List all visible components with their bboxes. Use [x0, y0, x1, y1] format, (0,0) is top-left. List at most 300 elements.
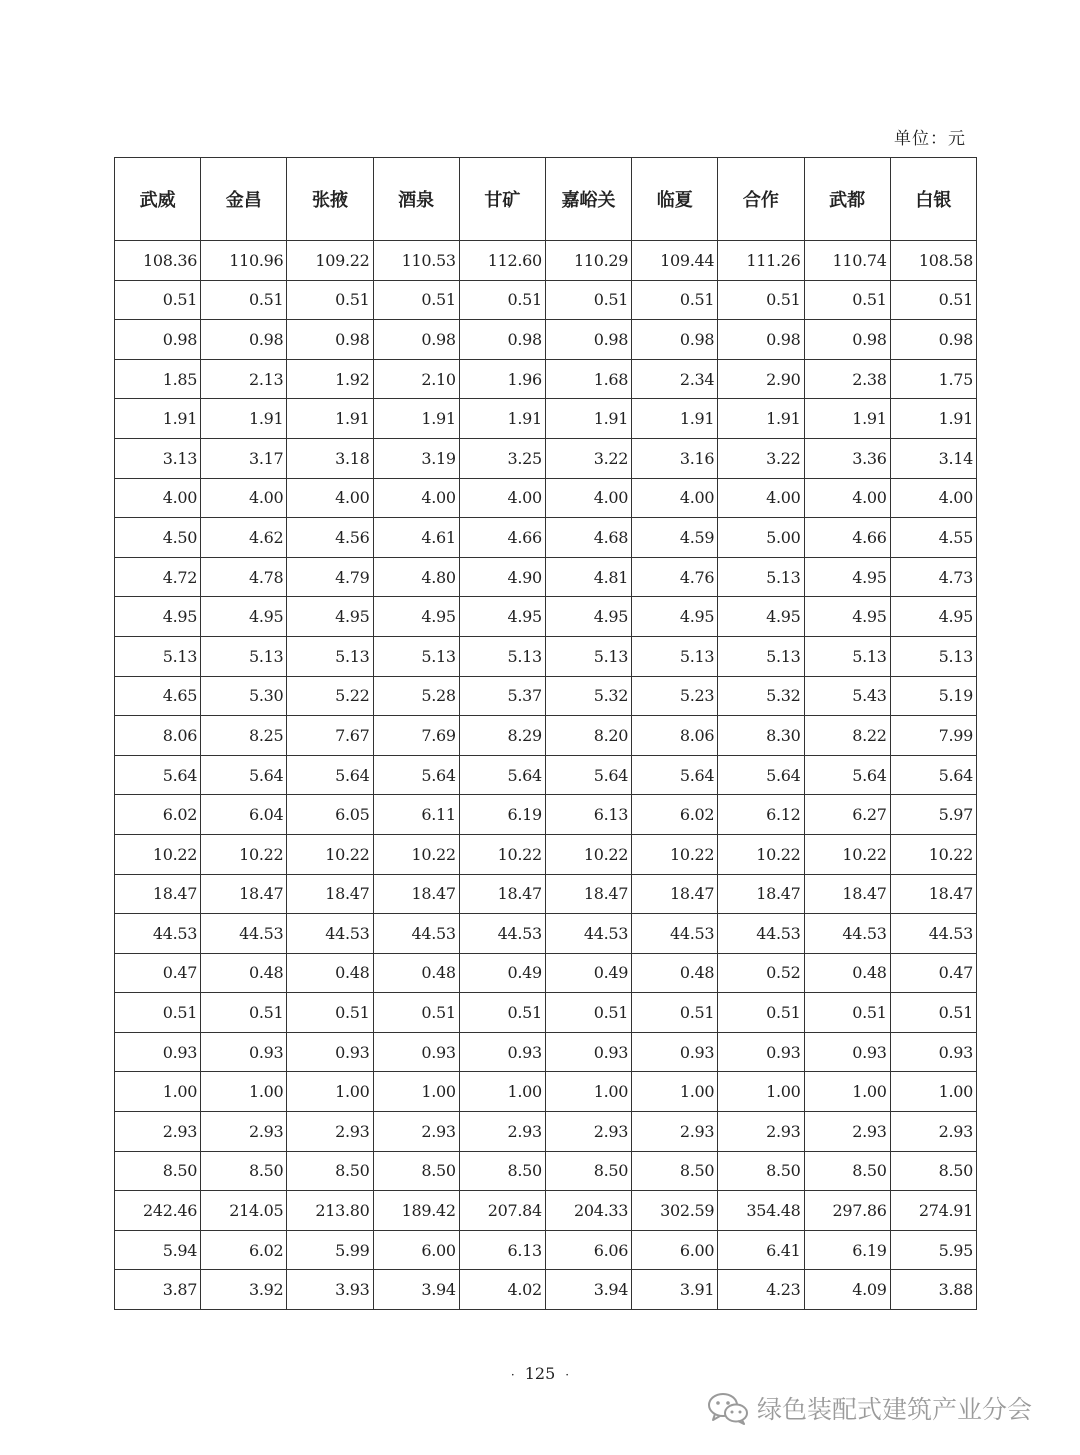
table-cell: 5.13 [201, 636, 287, 676]
table-cell: 0.98 [201, 320, 287, 360]
table-cell: 2.13 [201, 359, 287, 399]
table-cell: 2.93 [718, 1112, 804, 1152]
table-cell: 0.51 [201, 280, 287, 320]
table-cell: 1.00 [373, 1072, 459, 1112]
table-cell: 0.51 [890, 993, 976, 1033]
table-cell: 1.91 [201, 399, 287, 439]
table-body [115, 241, 977, 1310]
table-cell: 10.22 [718, 834, 804, 874]
table-cell: 5.64 [287, 755, 373, 795]
table-cell: 10.22 [373, 834, 459, 874]
table-cell: 4.00 [373, 478, 459, 518]
table-row [115, 993, 977, 1033]
table-cell: 44.53 [890, 914, 976, 954]
table-cell: 0.98 [804, 320, 890, 360]
table-cell: 5.64 [890, 755, 976, 795]
table-cell: 4.50 [115, 518, 201, 558]
table-cell: 5.00 [718, 518, 804, 558]
table-cell: 5.64 [201, 755, 287, 795]
table-row [115, 755, 977, 795]
table-cell: 4.00 [459, 478, 545, 518]
table-cell: 8.20 [545, 716, 631, 756]
table-cell: 3.18 [287, 438, 373, 478]
column-header: 武都 [804, 158, 890, 241]
table-cell: 2.93 [804, 1112, 890, 1152]
table-cell: 6.27 [804, 795, 890, 835]
table-cell: 0.93 [115, 1032, 201, 1072]
table-cell: 4.61 [373, 518, 459, 558]
table-cell: 0.48 [201, 953, 287, 993]
table-cell: 0.51 [115, 280, 201, 320]
table-cell: 6.05 [287, 795, 373, 835]
table-cell: 6.02 [632, 795, 718, 835]
table-cell: 6.02 [201, 1230, 287, 1270]
table-row [115, 241, 977, 281]
table-row [115, 399, 977, 439]
table-cell: 1.91 [287, 399, 373, 439]
price-table [114, 157, 977, 1310]
table-cell: 18.47 [545, 874, 631, 914]
table-cell: 302.59 [632, 1191, 718, 1231]
table-cell: 44.53 [545, 914, 631, 954]
table-cell: 8.06 [115, 716, 201, 756]
table-cell: 18.47 [201, 874, 287, 914]
table-cell: 0.48 [804, 953, 890, 993]
table-cell: 5.13 [632, 636, 718, 676]
table-cell: 18.47 [459, 874, 545, 914]
table-cell: 4.95 [459, 597, 545, 637]
table-cell: 4.72 [115, 557, 201, 597]
table-cell: 4.00 [545, 478, 631, 518]
table-row [115, 359, 977, 399]
table-cell: 0.51 [718, 280, 804, 320]
unit-label: 单位：元 [894, 129, 966, 149]
table-cell: 1.91 [459, 399, 545, 439]
table-cell: 4.90 [459, 557, 545, 597]
table-cell: 0.51 [459, 280, 545, 320]
table-row [115, 557, 977, 597]
table-cell: 2.93 [632, 1112, 718, 1152]
table-row [115, 1270, 977, 1310]
table-cell: 4.95 [545, 597, 631, 637]
table-cell: 0.93 [718, 1032, 804, 1072]
table-cell: 5.13 [718, 557, 804, 597]
table-cell: 3.92 [201, 1270, 287, 1310]
table-cell: 2.93 [459, 1112, 545, 1152]
table-cell: 0.47 [890, 953, 976, 993]
table-cell: 4.23 [718, 1270, 804, 1310]
table-cell: 5.64 [459, 755, 545, 795]
table-cell: 4.00 [890, 478, 976, 518]
table-cell: 8.50 [287, 1151, 373, 1191]
table-cell: 2.93 [287, 1112, 373, 1152]
table-cell: 5.37 [459, 676, 545, 716]
table-cell: 0.49 [545, 953, 631, 993]
table-cell: 6.13 [545, 795, 631, 835]
table-cell: 0.98 [545, 320, 631, 360]
table-cell: 4.00 [632, 478, 718, 518]
table-cell: 8.50 [201, 1151, 287, 1191]
table-row [115, 597, 977, 637]
table-cell: 2.38 [804, 359, 890, 399]
table-row [115, 1151, 977, 1191]
page-number [0, 1364, 1080, 1383]
table-cell: 4.00 [201, 478, 287, 518]
table-cell: 1.75 [890, 359, 976, 399]
watermark [707, 1388, 1032, 1428]
table-cell: 6.04 [201, 795, 287, 835]
table-cell: 44.53 [115, 914, 201, 954]
table-row [115, 438, 977, 478]
table-cell: 4.81 [545, 557, 631, 597]
table-cell: 5.30 [201, 676, 287, 716]
table-cell: 0.48 [632, 953, 718, 993]
table-cell: 189.42 [373, 1191, 459, 1231]
table-cell: 6.12 [718, 795, 804, 835]
table-cell: 7.67 [287, 716, 373, 756]
table-cell: 297.86 [804, 1191, 890, 1231]
table-cell: 4.95 [115, 597, 201, 637]
table-cell: 1.00 [115, 1072, 201, 1112]
table-cell: 0.98 [718, 320, 804, 360]
table-row [115, 1230, 977, 1270]
table-cell: 5.64 [804, 755, 890, 795]
page-dot-right: · [565, 1367, 570, 1382]
table-cell: 0.51 [804, 993, 890, 1033]
table-cell: 3.88 [890, 1270, 976, 1310]
table-cell: 8.50 [890, 1151, 976, 1191]
table-cell: 214.05 [201, 1191, 287, 1231]
table-cell: 0.48 [373, 953, 459, 993]
table-cell: 44.53 [632, 914, 718, 954]
table-row [115, 1072, 977, 1112]
table-cell: 2.10 [373, 359, 459, 399]
table-cell: 110.96 [201, 241, 287, 281]
table-cell: 8.50 [373, 1151, 459, 1191]
table-cell: 1.85 [115, 359, 201, 399]
table-cell: 18.47 [804, 874, 890, 914]
table-row [115, 518, 977, 558]
table-row [115, 834, 977, 874]
table-cell: 0.98 [115, 320, 201, 360]
table-cell: 7.99 [890, 716, 976, 756]
table-cell: 8.50 [718, 1151, 804, 1191]
table-cell: 4.95 [804, 597, 890, 637]
table-cell: 4.95 [632, 597, 718, 637]
page-dot-left: · [510, 1367, 515, 1382]
table-cell: 0.47 [115, 953, 201, 993]
table-cell: 5.28 [373, 676, 459, 716]
table-cell: 4.55 [890, 518, 976, 558]
table-cell: 0.98 [287, 320, 373, 360]
table-cell: 3.94 [545, 1270, 631, 1310]
table-cell: 10.22 [804, 834, 890, 874]
table-cell: 18.47 [890, 874, 976, 914]
table-cell: 242.46 [115, 1191, 201, 1231]
table-cell: 10.22 [890, 834, 976, 874]
table-cell: 0.51 [287, 993, 373, 1033]
table-row [115, 676, 977, 716]
table-row [115, 636, 977, 676]
table-cell: 0.51 [632, 280, 718, 320]
table-row [115, 914, 977, 954]
table-cell: 3.22 [718, 438, 804, 478]
table-cell: 108.36 [115, 241, 201, 281]
table-row [115, 280, 977, 320]
column-header: 嘉峪关 [545, 158, 631, 241]
table-cell: 1.00 [545, 1072, 631, 1112]
table-cell: 0.51 [804, 280, 890, 320]
table-cell: 8.29 [459, 716, 545, 756]
table-cell: 1.00 [718, 1072, 804, 1112]
table-cell: 3.87 [115, 1270, 201, 1310]
table-cell: 8.30 [718, 716, 804, 756]
table-cell: 44.53 [373, 914, 459, 954]
table-cell: 8.50 [804, 1151, 890, 1191]
table-cell: 3.16 [632, 438, 718, 478]
table-cell: 10.22 [632, 834, 718, 874]
column-header: 张掖 [287, 158, 373, 241]
table-cell: 5.19 [890, 676, 976, 716]
table-cell: 5.32 [545, 676, 631, 716]
table-row [115, 320, 977, 360]
table-cell: 1.00 [804, 1072, 890, 1112]
table-cell: 8.50 [115, 1151, 201, 1191]
table-cell: 5.13 [115, 636, 201, 676]
table-cell: 18.47 [632, 874, 718, 914]
table-cell: 2.93 [115, 1112, 201, 1152]
table-cell: 1.68 [545, 359, 631, 399]
table-cell: 0.51 [115, 993, 201, 1033]
table-cell: 3.19 [373, 438, 459, 478]
table-cell: 8.22 [804, 716, 890, 756]
table-cell: 5.32 [718, 676, 804, 716]
table-cell: 204.33 [545, 1191, 631, 1231]
table-cell: 1.91 [115, 399, 201, 439]
table-cell: 3.36 [804, 438, 890, 478]
table-cell: 0.51 [718, 993, 804, 1033]
table-cell: 18.47 [373, 874, 459, 914]
column-header: 合作 [718, 158, 804, 241]
table-cell: 6.11 [373, 795, 459, 835]
table-cell: 5.13 [718, 636, 804, 676]
table-header-row [115, 158, 977, 241]
column-header: 临夏 [632, 158, 718, 241]
table-cell: 1.00 [287, 1072, 373, 1112]
table-cell: 1.96 [459, 359, 545, 399]
table-cell: 3.94 [373, 1270, 459, 1310]
table-cell: 4.73 [890, 557, 976, 597]
table-cell: 1.91 [545, 399, 631, 439]
table-cell: 4.79 [287, 557, 373, 597]
table-cell: 5.13 [373, 636, 459, 676]
table-cell: 0.93 [459, 1032, 545, 1072]
table-cell: 7.69 [373, 716, 459, 756]
table-cell: 4.78 [201, 557, 287, 597]
table-cell: 207.84 [459, 1191, 545, 1231]
table-cell: 1.00 [201, 1072, 287, 1112]
table-cell: 44.53 [287, 914, 373, 954]
table-cell: 5.95 [890, 1230, 976, 1270]
table-cell: 4.66 [459, 518, 545, 558]
table-cell: 2.93 [545, 1112, 631, 1152]
page-number-value: 125 [524, 1364, 556, 1383]
table-cell: 0.51 [373, 993, 459, 1033]
table-row [115, 1191, 977, 1231]
table-cell: 44.53 [201, 914, 287, 954]
table-cell: 111.26 [718, 241, 804, 281]
table-cell: 10.22 [287, 834, 373, 874]
table-cell: 18.47 [287, 874, 373, 914]
table-cell: 2.93 [201, 1112, 287, 1152]
table-cell: 5.64 [632, 755, 718, 795]
table-cell: 0.52 [718, 953, 804, 993]
table-cell: 213.80 [287, 1191, 373, 1231]
table-cell: 0.51 [545, 280, 631, 320]
table-cell: 10.22 [201, 834, 287, 874]
table-cell: 0.98 [890, 320, 976, 360]
table-row [115, 953, 977, 993]
table-cell: 5.13 [804, 636, 890, 676]
column-header: 酒泉 [373, 158, 459, 241]
table-cell: 2.93 [373, 1112, 459, 1152]
table-cell: 3.14 [890, 438, 976, 478]
table-cell: 4.62 [201, 518, 287, 558]
table-cell: 0.51 [201, 993, 287, 1033]
table-cell: 6.02 [115, 795, 201, 835]
column-header: 甘矿 [459, 158, 545, 241]
table-cell: 5.13 [459, 636, 545, 676]
table-cell: 5.23 [632, 676, 718, 716]
wechat-icon [707, 1391, 749, 1425]
table-cell: 1.91 [890, 399, 976, 439]
table-cell: 109.22 [287, 241, 373, 281]
table-cell: 1.92 [287, 359, 373, 399]
table-cell: 4.00 [115, 478, 201, 518]
table-cell: 110.53 [373, 241, 459, 281]
table-cell: 0.49 [459, 953, 545, 993]
column-header: 武威 [115, 158, 201, 241]
table-cell: 0.98 [459, 320, 545, 360]
table-cell: 6.00 [373, 1230, 459, 1270]
table-row [115, 795, 977, 835]
table-cell: 2.34 [632, 359, 718, 399]
table-cell: 4.95 [804, 557, 890, 597]
table-cell: 110.74 [804, 241, 890, 281]
table-cell: 0.93 [287, 1032, 373, 1072]
table-cell: 8.50 [632, 1151, 718, 1191]
column-header: 金昌 [201, 158, 287, 241]
table-cell: 4.00 [804, 478, 890, 518]
table-cell: 1.91 [718, 399, 804, 439]
table-cell: 5.97 [890, 795, 976, 835]
table-cell: 1.00 [632, 1072, 718, 1112]
table-row [115, 1112, 977, 1152]
table-cell: 4.09 [804, 1270, 890, 1310]
table-cell: 5.22 [287, 676, 373, 716]
table-cell: 10.22 [115, 834, 201, 874]
table-cell: 3.13 [115, 438, 201, 478]
table-cell: 5.43 [804, 676, 890, 716]
table-cell: 6.19 [459, 795, 545, 835]
table-cell: 112.60 [459, 241, 545, 281]
table-cell: 5.13 [287, 636, 373, 676]
table-cell: 0.93 [545, 1032, 631, 1072]
table-cell: 0.98 [632, 320, 718, 360]
table-cell: 6.00 [632, 1230, 718, 1270]
table-cell: 110.29 [545, 241, 631, 281]
table-cell: 0.51 [890, 280, 976, 320]
table-cell: 4.80 [373, 557, 459, 597]
table-cell: 0.48 [287, 953, 373, 993]
table-cell: 4.76 [632, 557, 718, 597]
table-cell: 0.51 [373, 280, 459, 320]
table-cell: 10.22 [459, 834, 545, 874]
table-cell: 1.00 [890, 1072, 976, 1112]
table-cell: 4.95 [890, 597, 976, 637]
watermark-text: 绿色装配式建筑产业分会 [757, 1395, 1033, 1424]
table-row [115, 478, 977, 518]
table-cell: 8.06 [632, 716, 718, 756]
table-cell: 4.95 [287, 597, 373, 637]
table-cell: 2.93 [890, 1112, 976, 1152]
table-cell: 5.94 [115, 1230, 201, 1270]
table-cell: 3.91 [632, 1270, 718, 1310]
table-cell: 108.58 [890, 241, 976, 281]
table-cell: 109.44 [632, 241, 718, 281]
table-cell: 44.53 [804, 914, 890, 954]
table-cell: 0.51 [287, 280, 373, 320]
table-cell: 5.64 [373, 755, 459, 795]
table-cell: 8.50 [459, 1151, 545, 1191]
table-cell: 4.95 [373, 597, 459, 637]
table-cell: 0.51 [632, 993, 718, 1033]
table-cell: 4.00 [287, 478, 373, 518]
table-row [115, 874, 977, 914]
table-cell: 5.64 [718, 755, 804, 795]
table-cell: 0.93 [373, 1032, 459, 1072]
table-cell: 6.13 [459, 1230, 545, 1270]
table-cell: 5.13 [890, 636, 976, 676]
table-cell: 5.99 [287, 1230, 373, 1270]
table-row [115, 716, 977, 756]
table-row [115, 1032, 977, 1072]
table-cell: 354.48 [718, 1191, 804, 1231]
table-cell: 44.53 [718, 914, 804, 954]
table-cell: 4.95 [718, 597, 804, 637]
table-cell: 5.13 [545, 636, 631, 676]
table-cell: 4.00 [718, 478, 804, 518]
column-header: 白银 [890, 158, 976, 241]
table-cell: 18.47 [718, 874, 804, 914]
table-cell: 4.02 [459, 1270, 545, 1310]
table-cell: 0.98 [373, 320, 459, 360]
table-cell: 1.00 [459, 1072, 545, 1112]
table-cell: 8.50 [545, 1151, 631, 1191]
table-cell: 6.41 [718, 1230, 804, 1270]
table-cell: 0.93 [201, 1032, 287, 1072]
table-cell: 3.93 [287, 1270, 373, 1310]
table-cell: 4.65 [115, 676, 201, 716]
table-cell: 4.68 [545, 518, 631, 558]
table-cell: 3.22 [545, 438, 631, 478]
table-cell: 0.93 [804, 1032, 890, 1072]
table-cell: 10.22 [545, 834, 631, 874]
table-cell: 3.17 [201, 438, 287, 478]
table-cell: 5.64 [115, 755, 201, 795]
table-cell: 4.56 [287, 518, 373, 558]
table-cell: 6.06 [545, 1230, 631, 1270]
